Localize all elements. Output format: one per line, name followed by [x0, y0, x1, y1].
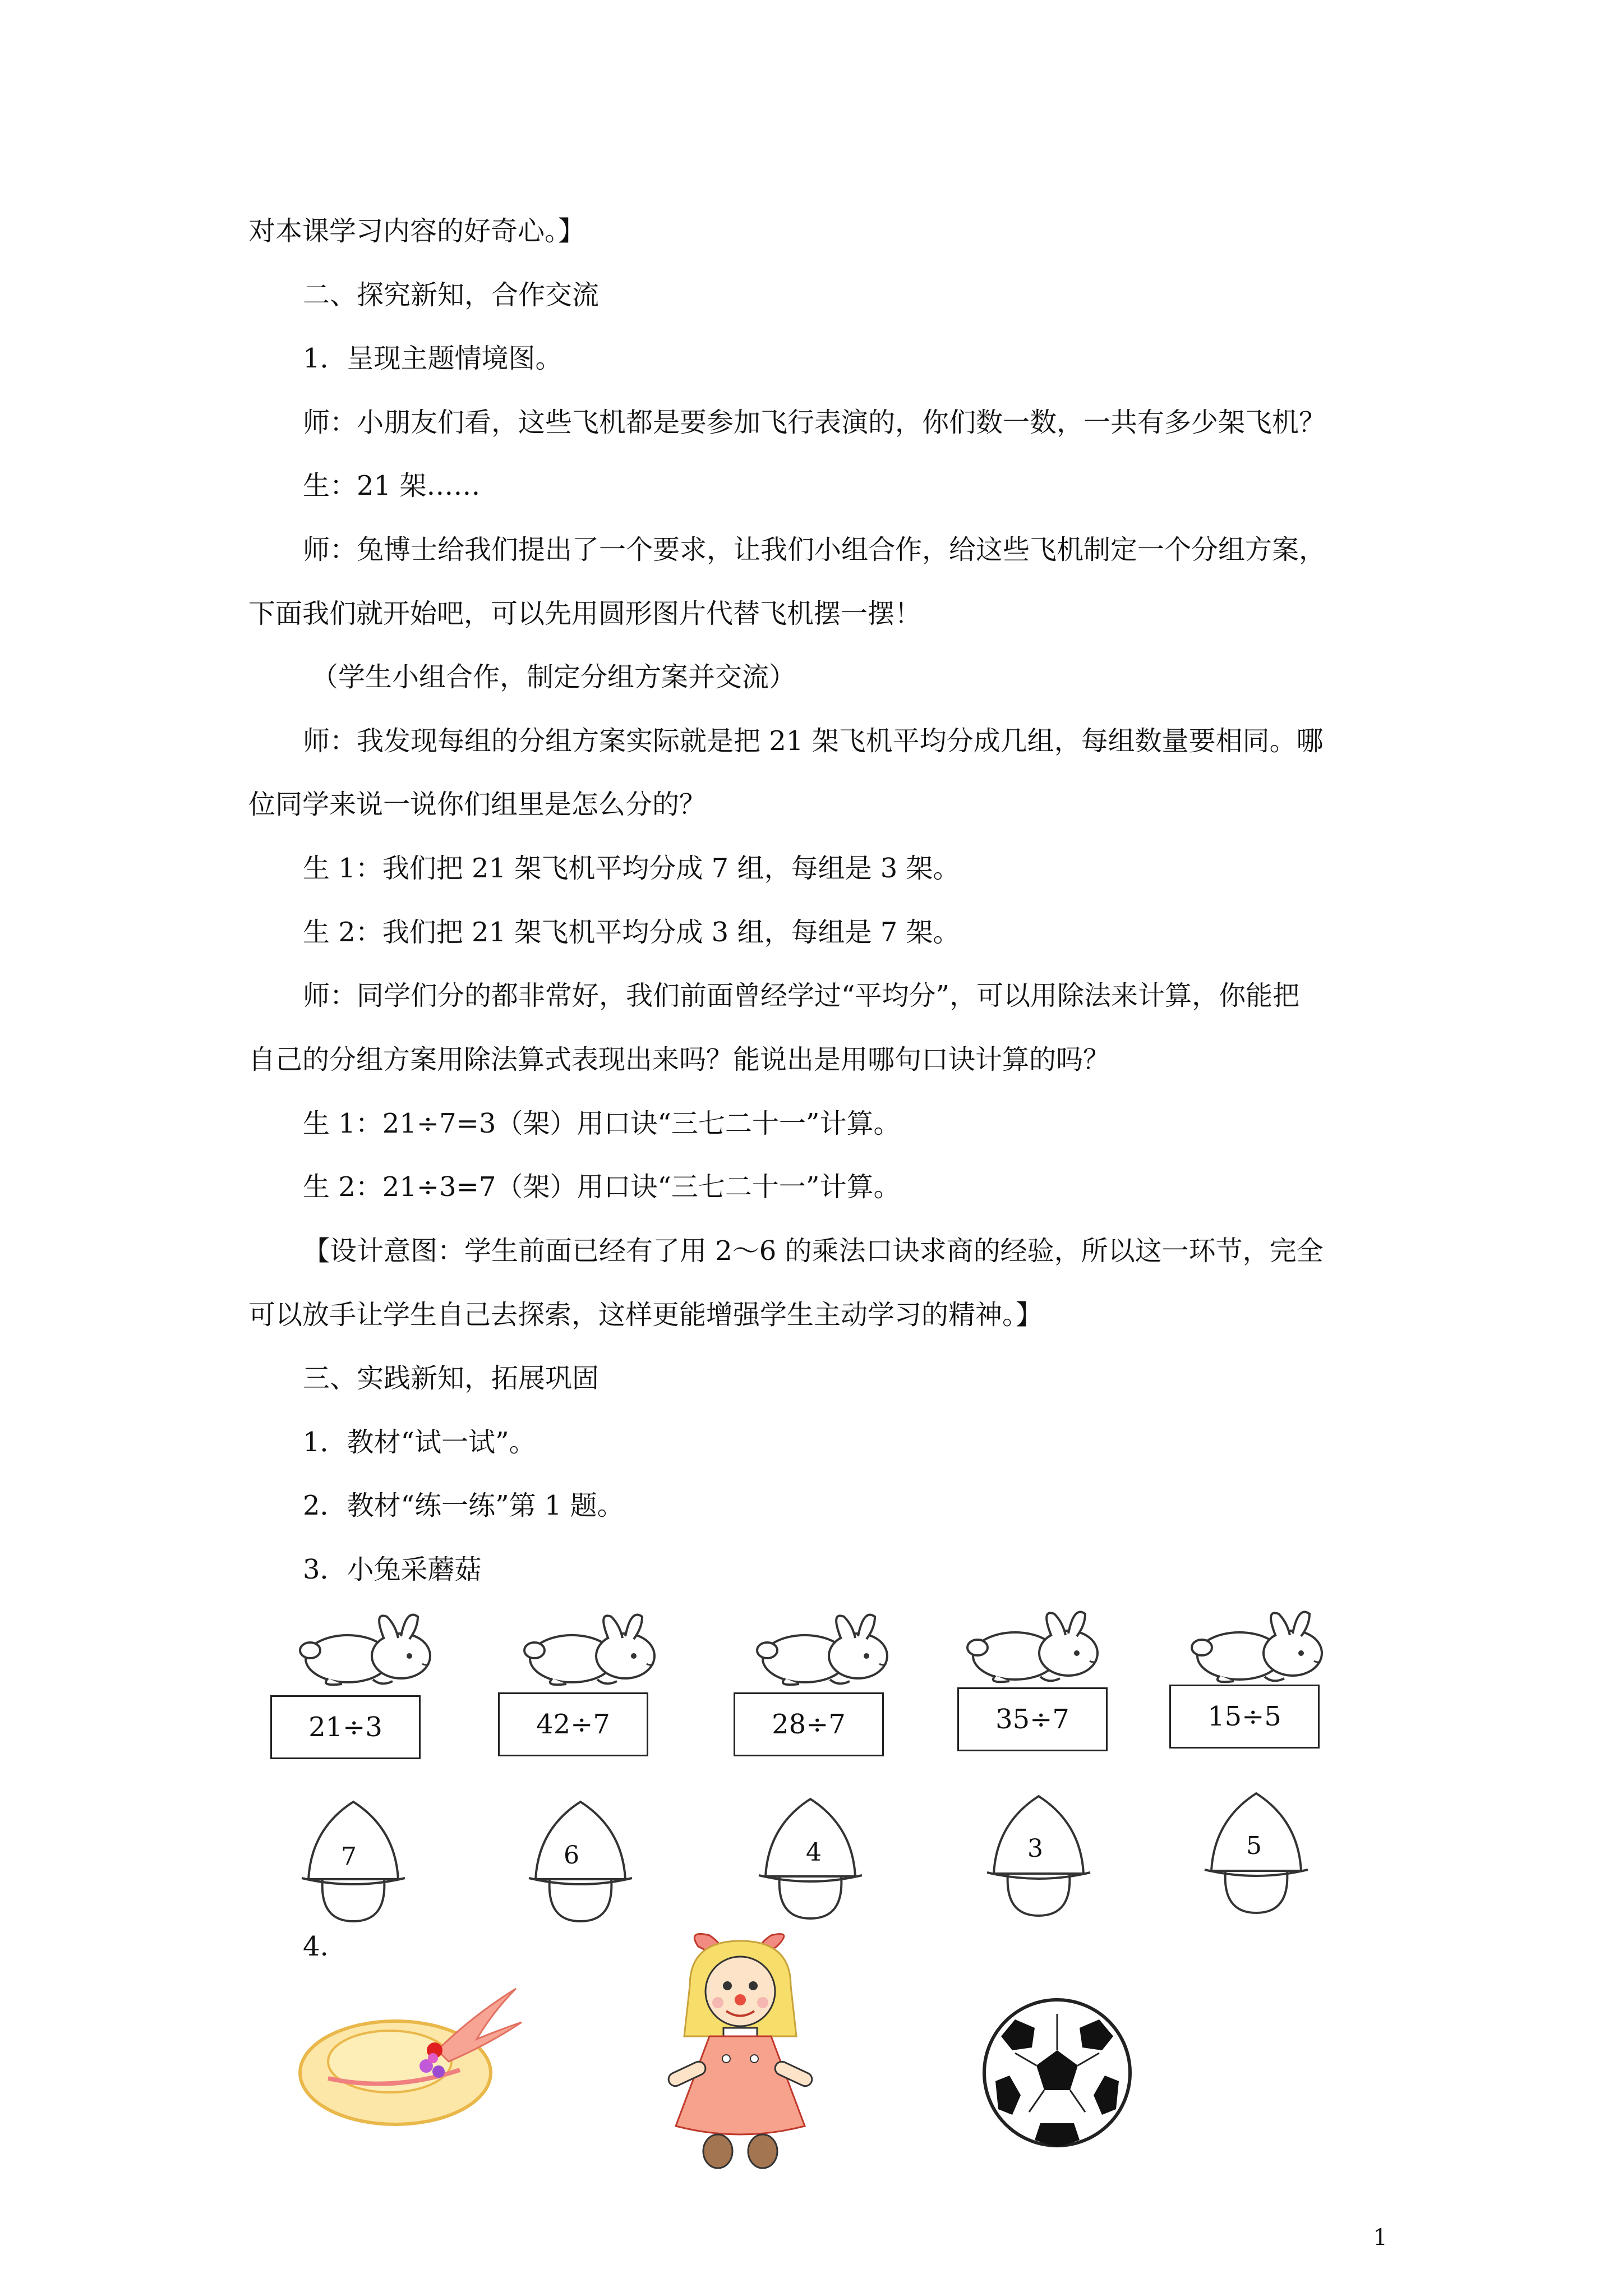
division-card: 21÷3	[270, 1695, 421, 1759]
mushroom-number: 7	[341, 1842, 357, 1871]
paragraph-line: 师：我发现每组的分组方案实际就是把 21 架飞机平均分成几组，每组数量要相同。哪	[303, 725, 1324, 757]
paragraph-line: 3．小兔采蘑菇	[303, 1554, 482, 1585]
paragraph-line: 位同学来说一说你们组里是怎么分的？	[248, 789, 707, 820]
paragraph-line: 可以放手让学生自己去探索，这样更能增强学生主动学习的精神。】	[248, 1299, 1043, 1331]
rabbit-icon	[1186, 1603, 1332, 1687]
paragraph-line: 2．教材“练一练”第 1 题。	[303, 1490, 624, 1521]
mushroom-number: 5	[1246, 1832, 1262, 1860]
exercise-label: 4.	[303, 1931, 329, 1962]
paragraph-line: 师：小朋友们看，这些飞机都是要参加飞行表演的，你们数一数，一共有多少架飞机？	[303, 407, 1326, 438]
paragraph-line: 对本课学习内容的好奇心。】	[248, 215, 585, 247]
mushroom	[297, 1795, 409, 1924]
paragraph-line: 师：兔博士给我们提出了一个要求，让我们小组合作，给这些飞机制定一个分组方案，	[303, 534, 1326, 565]
soccer-ball-icon	[981, 1997, 1133, 2148]
paragraph-line: 生 1：21÷7=3（架）用口诀“三七二十一”计算。	[303, 1108, 901, 1139]
mushroom-icon	[524, 1795, 637, 1924]
paragraph-line: 1．呈现主题情境图。	[303, 343, 562, 374]
mushroom	[754, 1792, 866, 1921]
paragraph-line: 生 1：我们把 21 架飞机平均分成 7 组，每组是 3 架。	[303, 853, 960, 884]
division-card: 42÷7	[498, 1692, 648, 1756]
page-number: 1	[1373, 2225, 1387, 2251]
rabbit-icon	[962, 1603, 1108, 1687]
paragraph-line: 1．教材“试一试”。	[303, 1427, 536, 1458]
rabbit-icon	[751, 1605, 897, 1690]
mushroom	[1200, 1787, 1312, 1916]
paragraph-line: 生 2：21÷3=7（架）用口诀“三七二十一”计算。	[303, 1171, 901, 1203]
rabbit-icon	[294, 1605, 440, 1690]
division-card: 35÷7	[957, 1687, 1108, 1751]
rabbit-icon	[519, 1605, 665, 1690]
division-card: 28÷7	[734, 1692, 884, 1756]
doll-icon	[665, 1924, 816, 2171]
mushroom-number: 4	[806, 1838, 822, 1867]
mushroom	[524, 1795, 637, 1924]
mushroom-number: 3	[1027, 1834, 1043, 1863]
division-card: 15÷5	[1169, 1685, 1320, 1749]
section-heading: 三、实践新知，拓展巩固	[303, 1363, 600, 1394]
paragraph-line: 生：21 架……	[303, 470, 481, 501]
paragraph-line: 师：同学们分的都非常好，我们前面曾经学过“平均分”，可以用除法来计算，你能把	[303, 980, 1300, 1011]
mushroom-number: 6	[564, 1841, 579, 1870]
paragraph-line: 自己的分组方案用除法算式表现出来吗？能说出是用哪句口诀计算的吗？	[248, 1044, 1110, 1075]
hat-icon	[292, 1966, 527, 2134]
paragraph-line: 生 2：我们把 21 架飞机平均分成 3 组，每组是 7 架。	[303, 917, 960, 948]
paragraph-line: 【设计意图：学生前面已经有了用 2～6 的乘法口诀求商的经验，所以这一环节，完全	[303, 1235, 1324, 1267]
paragraph-line: 下面我们就开始吧，可以先用圆形图片代替飞机摆一摆！	[248, 598, 922, 629]
paragraph-line: （学生小组合作，制定分组方案并交流）	[311, 661, 796, 693]
section-heading: 二、探究新知，合作交流	[303, 279, 600, 311]
mushroom	[983, 1789, 1095, 1918]
